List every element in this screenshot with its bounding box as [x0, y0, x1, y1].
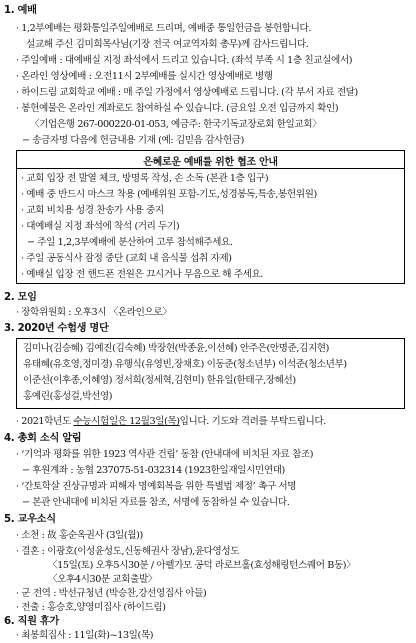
- cooperation-line-2: · 예배 중 반드시 마스크 착용 (예배위원 포함-기도,성경봉독,특송,봉헌위원): [21, 189, 317, 200]
- section-member-news-heading: 5. 교우소식: [4, 514, 56, 525]
- examinees-line-2: 유태혜(유호영,정미경) 유행식(유영빈,장채호) 이동준(청소년부) 이석준(청소년부): [23, 359, 347, 370]
- member-news-line-1: · 소천 : 故 홍순옥권사 (3일(월)): [16, 530, 143, 541]
- assembly-line-1: · ‘기억과 평화를 위한 1923 역사관 건립’ 동참 (안내대에 비치된 자료 참조): [16, 449, 314, 460]
- cooperation-line-7: · 예배실 입장 전 핸드폰 전원은 끄시거나 무음으로 해 주세요.: [21, 269, 263, 280]
- worship-line-1: · 1,2부예배는 평화통일주일예배로 드리며, 예배중 통일헌금을 봉헌합니다.: [16, 23, 312, 34]
- bank-account-line: 〈기업은행 267-000220-01-053, 예금주: 한국기독교장로회 한일교회〉: [30, 119, 322, 130]
- assembly-line-3: · ‘간토학살 진상규명과 피해자 명예회복을 위한 특별법 제정’ 촉구 서명: [16, 481, 297, 492]
- section-meeting-heading: 2. 모임: [4, 292, 37, 303]
- assembly-line-4: − 본관 안내대에 비치된 자료를 참조, 서명에 동참하실 수 있습니다.: [22, 497, 290, 508]
- exam-note-prefix: · 2021학년도: [16, 416, 74, 427]
- member-news-line-4: 〈오후4시30분 교회출발〉: [48, 574, 158, 585]
- worship-line-5: · 하이드림 교회학교 예배 : 매 주일 가정에서 영상예배로 드립니다. (각 부서 자료 전달): [16, 87, 358, 98]
- cooperation-line-5: − 주일 1,2,3부예배에 분산하여 고루 참석해주세요.: [27, 237, 233, 248]
- cooperation-line-3: · 교회 비치용 성경 찬송가 사용 중지: [21, 205, 164, 216]
- examinees-line-1: 김미나(김승혜) 김예진(김숙혜) 박장현(박종윤,이선혜) 안주은(안명준,김지현): [23, 343, 330, 354]
- worship-line-8: − 송금자명 다음에 헌금내용 기재 (예: 김믿음 감사헌금): [22, 135, 244, 146]
- staff-leave-line-1: · 최봉희집사 : 11일(화)~13일(목): [16, 630, 154, 641]
- worship-line-2: 설교해 주신 김미희목사님(기장 전국 여교역자회 총무)께 감사드립니다.: [26, 39, 309, 50]
- member-news-line-6: · 전출 : 홍승호,양영미집사 (하이드림): [16, 602, 166, 613]
- assembly-line-2: − 후원계좌 : 농협 237075-51-032314 (1923한일재일시민연대): [22, 465, 285, 476]
- member-news-line-3: 〈15일(토) 오후5시30분 / 아펠가모 공덕 라로브홀(효성해링턴스퀘어 B동)〉: [48, 560, 356, 571]
- section-staff-leave-heading: 6. 직원 휴가: [4, 616, 60, 627]
- section-assembly-news-heading: 4. 총회 소식 알림: [4, 433, 82, 444]
- section-examinees-heading: 3. 2020년 수험생 명단: [4, 323, 109, 334]
- exam-note-suffix: 입니다. 기도와 격려를 부탁드립니다.: [179, 416, 326, 427]
- examinees-line-3: 이준선(이후종,이혜영) 정서희(정세혁,김현미) 한유일(한태구,장혜선): [23, 375, 296, 386]
- examinees-box: [16, 338, 405, 409]
- member-news-line-2: · 결혼 : 이광호(이성윤성도,신동해권사 장남),윤다영성도: [16, 546, 240, 557]
- worship-line-3: · 주일예배 : 대예배실 지정 좌석에서 드리고 있습니다. (좌석 부족 시 1층 친교실에서): [16, 55, 353, 66]
- box-divider: [17, 168, 404, 169]
- worship-line-6: · 봉헌예물은 온라인 계좌로도 참여하실 수 있습니다. (금요일 오전 입금까지 확인): [16, 103, 339, 114]
- exam-date-note: [16, 415, 326, 428]
- worship-line-4: · 온라인 영상예배 : 오전11시 2부예배를 실시간 영상예배로 병행: [16, 71, 273, 82]
- examinees-line-4: 홍예린(홍성걸,박선영): [23, 391, 113, 402]
- member-news-line-5: · 군 전역 : 박선규청년 (박승찬,강선영집사 아들): [16, 588, 207, 599]
- meeting-line-1: · 장학위원회 : 오후3시 〈온라인으로〉: [16, 307, 172, 318]
- cooperation-line-1: · 교회 입장 전 발열 체크, 방명록 작성, 손 소독 (본관 1층 입구): [21, 173, 269, 184]
- worship-cooperation-box: [16, 150, 405, 284]
- section-worship-heading: 1. 예배: [4, 5, 37, 16]
- cooperation-line-4: · 대예배실 지정 좌석에 착석 (거리 두기): [21, 221, 180, 232]
- exam-date-highlight: 수능시험일은 12월3일(목): [73, 416, 180, 427]
- cooperation-line-6: · 주일 공동식사 잠정 중단 (교회 내 음식물 섭취 자제): [21, 253, 232, 264]
- cooperation-box-title: 은혜로운 예배를 위한 협조 안내: [143, 157, 278, 168]
